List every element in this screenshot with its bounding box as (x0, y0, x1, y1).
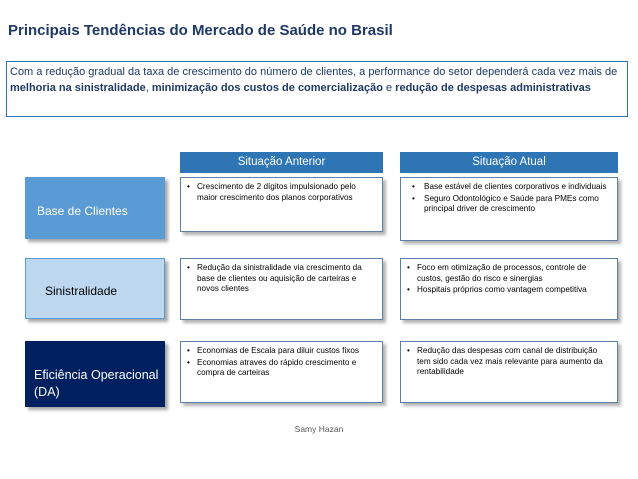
intro-text-2: , (145, 82, 152, 94)
row-label-box-sinistralidade (25, 258, 165, 319)
bullet-item: • Base estável de clientes corporativos e individuais (424, 182, 611, 193)
cell-atual-eficiencia-operacional (400, 341, 618, 403)
column-header-anterior: Situação Anterior (180, 152, 383, 173)
cell-anterior-sinistralidade (180, 258, 383, 320)
row-label: Base de Clientes (37, 204, 128, 218)
bullet-item: • Hospitais próprios como vantagem competitiva (417, 285, 611, 296)
cell-anterior-eficiencia-operacional (180, 341, 383, 403)
intro-text-box (6, 61, 628, 117)
intro-bold-1: melhoria na sinistralidade (10, 82, 146, 94)
bullet-item: • Redução da sinistralidade via crescimento da base de clientes ou aquisição de carteiras e novos clientes (197, 263, 376, 295)
bullet-item: • Redução das despesas com canal de distribuição tem sido cada vez mais relevante para aumento da rentabilidade (417, 346, 611, 378)
footer-author: Samy Hazan (294, 424, 344, 434)
page-title: Principais Tendências do Mercado de Saúde no Brasil (8, 22, 393, 39)
bullet-item: • Crescimento de 2 dígitos impulsionado pelo maior crescimento dos planos corporativos (197, 182, 376, 203)
row-label: Eficiência Operacional (DA) (34, 368, 159, 399)
bullet-item: • Economias de Escala para diluir custos fixos (197, 346, 376, 357)
row-label: Sinistralidade (45, 284, 118, 298)
row-label-box-eficiencia-operacional (25, 341, 165, 407)
column-header-atual: Situação Atual (400, 152, 618, 173)
cell-anterior-base-de-clientes (180, 177, 383, 232)
cell-atual-sinistralidade (400, 258, 618, 320)
intro-bold-2: minimização dos custos de comercialização (151, 82, 383, 94)
bullet-item: • Seguro Odontológico e Saúde para PMEs como principal driver de crescimento (424, 194, 611, 215)
intro-text-3: e (382, 82, 396, 94)
bullet-item: • Economias atraves do rápido crescimento e compra de carteiras (197, 358, 376, 379)
intro-text-1: Com a redução gradual da taxa de crescimento do número de clientes, a performance do setor dependerá cada vez mais de (10, 66, 618, 78)
bullet-item: • Foco em otimização de processos, controle de custos, gestão do risco e sinergias (417, 263, 611, 284)
cell-atual-base-de-clientes (400, 177, 618, 241)
intro-bold-3: redução de despesas administrativas (395, 82, 591, 94)
row-label-box-base-de-clientes (25, 177, 165, 239)
